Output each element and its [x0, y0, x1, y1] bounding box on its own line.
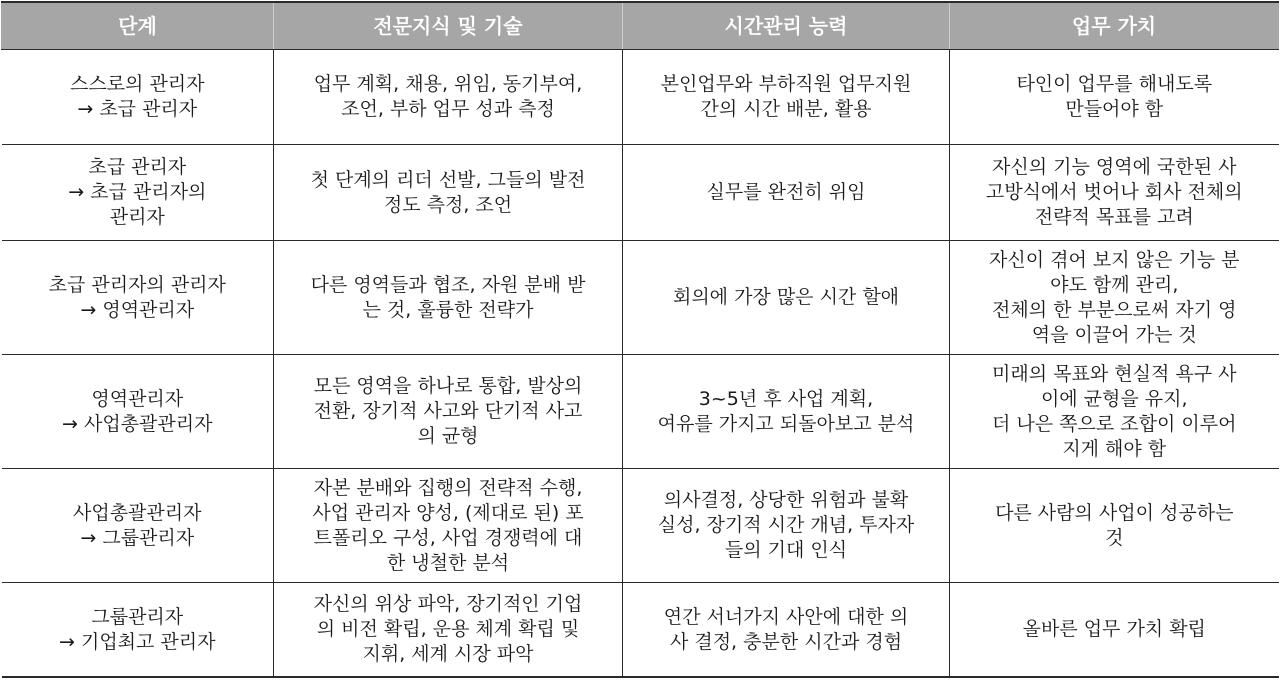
time-management-cell: 실무를 완전히 위임 [623, 145, 950, 241]
leadership-stages-table [1, 1, 1279, 678]
expertise-cell: 다른 영역들과 협조, 자원 분배 받 는 것, 훌륭한 전략가 [274, 241, 623, 355]
header-row [2, 2, 1279, 50]
header-time-management: 시간관리 능력 [623, 2, 950, 50]
stage-cell: 초급 관리자의 관리자 → 영역관리자 [2, 241, 274, 355]
header-expertise: 전문지식 및 기술 [274, 2, 623, 50]
header-work-value: 업무 가치 [950, 2, 1279, 50]
work-value-cell: 다른 사람의 사업이 성공하는 것 [950, 469, 1279, 583]
stage-cell: 초급 관리자 → 초급 관리자의 관리자 [2, 145, 274, 241]
work-value-cell: 자신이 겪어 보지 않은 기능 분 야도 함께 관리, 전체의 한 부분으로써 자기 영 역을 이끌어 가는 것 [950, 241, 1279, 355]
expertise-cell: 자본 분배와 집행의 전략적 수행, 사업 관리자 양성, (제대로 된) 포 트폴리오 구성, 사업 경쟁력에 대 한 냉철한 분석 [274, 469, 623, 583]
expertise-cell: 자신의 위상 파악, 장기적인 기업 의 비전 확립, 운용 체계 확립 및 지휘, 세계 시장 파악 [274, 583, 623, 678]
header-stage: 단계 [2, 2, 274, 50]
table-row [2, 50, 1279, 145]
expertise-cell: 첫 단계의 리더 선발, 그들의 발전 정도 측정, 조언 [274, 145, 623, 241]
work-value-cell: 자신의 기능 영역에 국한된 사 고방식에서 벗어나 회사 전체의 전략적 목표를 고려 [950, 145, 1279, 241]
time-management-cell: 연간 서너가지 사안에 대한 의 사 결정, 충분한 시간과 경험 [623, 583, 950, 678]
stage-cell: 영역관리자 → 사업총괄관리자 [2, 355, 274, 469]
table-row [2, 355, 1279, 469]
table-row [2, 145, 1279, 241]
stage-cell: 스스로의 관리자 → 초급 관리자 [2, 50, 274, 145]
time-management-cell: 회의에 가장 많은 시간 할애 [623, 241, 950, 355]
work-value-cell: 타인이 업무를 해내도록 만들어야 함 [950, 50, 1279, 145]
stage-cell: 사업총괄관리자 → 그룹관리자 [2, 469, 274, 583]
time-management-cell: 본인업무와 부하직원 업무지원 간의 시간 배분, 활용 [623, 50, 950, 145]
stage-cell: 그룹관리자 → 기업최고 관리자 [2, 583, 274, 678]
table-row [2, 583, 1279, 678]
table-row [2, 469, 1279, 583]
expertise-cell: 모든 영역을 하나로 통합, 발상의 전환, 장기적 사고와 단기적 사고 의 균형 [274, 355, 623, 469]
expertise-cell: 업무 계획, 채용, 위임, 동기부여, 조언, 부하 업무 성과 측정 [274, 50, 623, 145]
work-value-cell: 미래의 목표와 현실적 욕구 사 이에 균형을 유지, 더 나은 쪽으로 조합이 이루어 지게 해야 함 [950, 355, 1279, 469]
work-value-cell: 올바른 업무 가치 확립 [950, 583, 1279, 678]
time-management-cell: 3~5년 후 사업 계획, 여유를 가지고 되돌아보고 분석 [623, 355, 950, 469]
time-management-cell: 의사결정, 상당한 위험과 불확 실성, 장기적 시간 개념, 투자자 들의 기대 인식 [623, 469, 950, 583]
table-row [2, 241, 1279, 355]
